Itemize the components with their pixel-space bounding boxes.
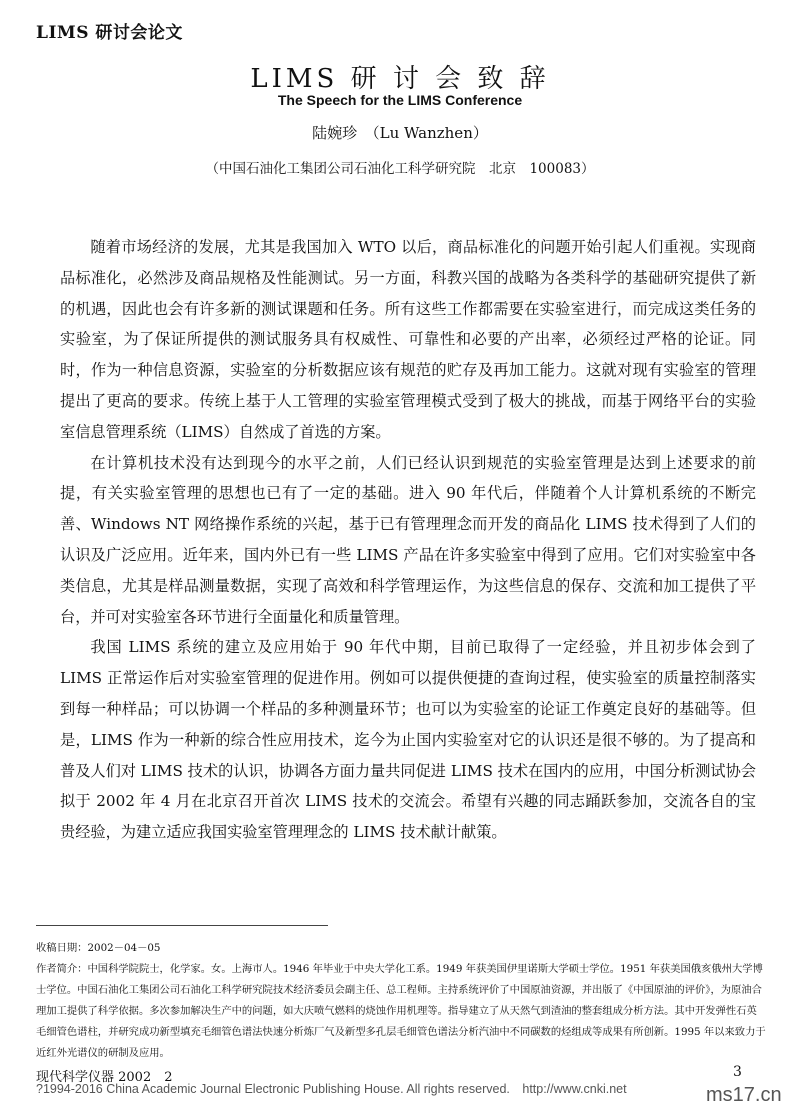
watermark: ms17.cn (706, 1084, 782, 1106)
article-body (60, 232, 756, 848)
footnote (36, 938, 766, 1064)
body-paragraph-1: 随着市场经济的发展，尤其是我国加入 WTO 以后，商品标准化的问题开始引起人们重视。实现商品标准化，必然涉及商品规格及性能测试。另一方面，科教兴国的战略为各类科学的基础研究提供了新的机遇，因此也会有许多新的测试课题和任务。所有这些工作都需要在实验室进行，而完成这类任务的实验室，为了保证所提供的测试服务具有权威性、可靠性和必要的产出率，必须经过严格的论证。同时，作为一种信息资源，实验室的分析数据应该有规范的贮存及再加工能力。这就对现有实验室的管理提出了更高的要求。传统上基于人工管理的实验室管理模式受到了极大的挑战，而基于网络平台的实验室信息管理系统（LIMS）自然成了首选的方案。 (60, 238, 756, 441)
author-affiliation: （中国石油化工集团公司石油化工科学研究院 北京 100083） (205, 161, 595, 177)
article-title: LIMS 研 讨 会 致 辞 (250, 64, 550, 94)
author-name: 陆婉珍 （Lu Wanzhen） (312, 124, 488, 142)
body-paragraph-2: 在计算机技术没有达到现今的水平之前，人们已经认识到规范的实验室管理是达到上述要求的前提，有关实验室管理的思想也已有了一定的基础。进入 90 年代后，伴随着个人计算机系统的不断完善、Windows NT 网络操作系统的兴起，基于已有管理理念而开发的商品化 LIMS 技术得到了人们的认识及广泛应用。近年来，国内外已有一些 LIMS 产品在许多实验室中得到了应用。它们对实验室中各类信息，尤其是样品测量数据，实现了高效和科学管理运作，为这些信息的保存、交流和加工提供了平台，并可对实验室各环节进行全面量化和质量管理。 (60, 453, 756, 626)
article-title-english: The Speech for the LIMS Conference (277, 92, 523, 108)
author-bio: 作者简介：中国科学院院士，化学家。女。上海市人。1946 年毕业于中央大学化工系。1949 年获美国伊里诺斯大学硕士学位。1951 年获美国俄亥俄州大学博士学位。中国石油化工集团公司石油化工科学研究院技术经济委员会副主任、总工程师。主持系统评价了中国原油资源，并出版了《中国原油的评价》，为原油合理加工提供了科学依据。多次参加解决生产中的问题，如大庆喷气燃料的烧蚀作用机理等。指导建立了从天然气到渣油的整套组成分析方法。其中开发弹性石英毛细管色谱柱，并研究成功新型填充毛细管色谱法快速分析炼厂气及新型多孔层毛细管色谱法分析汽油中不同碳数的烃组成等成果有所创新。1995 年以来致力于近红外光谱仪的研制及应用。 (36, 963, 766, 1059)
body-paragraph-3: 我国 LIMS 系统的建立及应用始于 90 年代中期，目前已取得了一定经验，并且初步体会到了 LIMS 正常运作后对实验室管理的促进作用。例如可以提供便捷的查询过程，使实验室的质量控制落实到每一种样品；可以协调一个样品的多种测量环节；也可以为实验室的论证工作奠定良好的基础等。但是，LIMS 作为一种新的综合性应用技术，迄今为止国内实验室对它的认识还是很不够的。为了提高和普及人们对 LIMS 技术的认识，协调各方面力量共同促进 LIMS 技术在国内的应用，中国分析测试协会拟于 2002 年 4 月在北京召开首次 LIMS 技术的交流会。希望有兴趣的同志踊跃参加，交流各自的宝贵经验，为建立适应我国实验室管理理念的 LIMS 技术献计献策。 (60, 638, 756, 842)
footnote-divider (36, 925, 328, 926)
journal-info: 现代科学仪器 2002 2 (36, 1070, 173, 1085)
section-label: LIMS 研讨会论文 (36, 23, 183, 43)
copyright-notice: ?1994-2016 China Academic Journal Electronic Publishing House. All rights reserved. http://www.cnki.net (36, 1082, 627, 1096)
page-number: 3 (733, 1064, 742, 1080)
received-date: 收稿日期：2002－04－05 (36, 942, 161, 954)
